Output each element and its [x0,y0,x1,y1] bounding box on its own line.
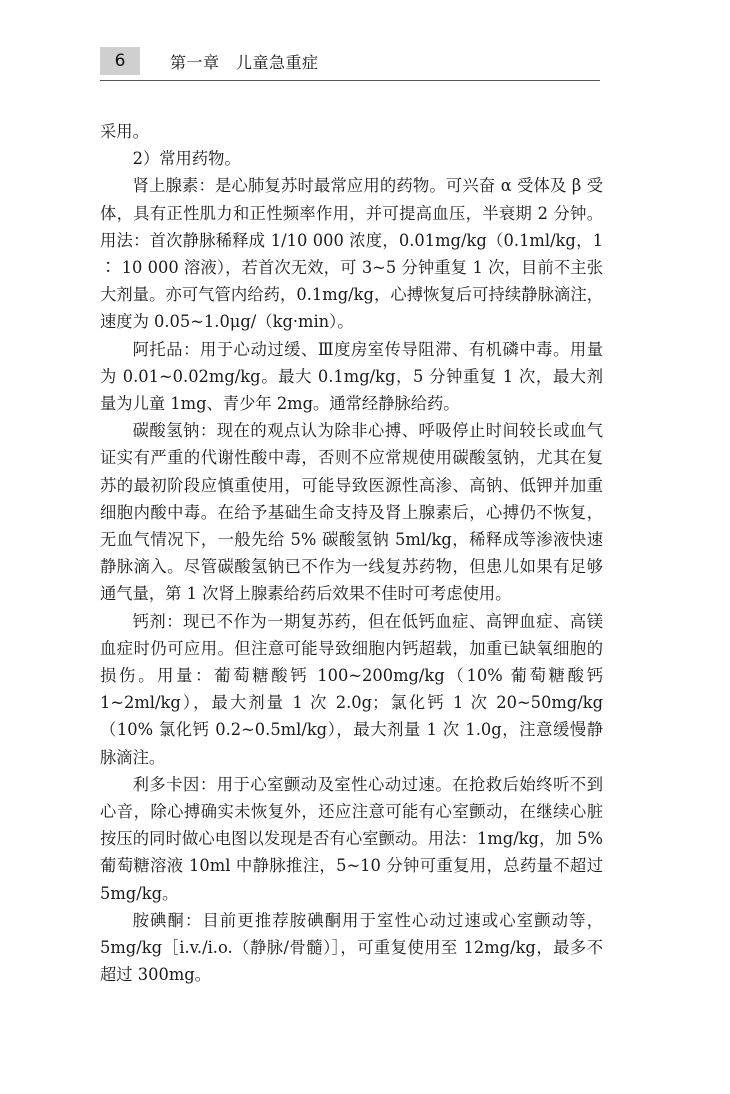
page-number: 6 [100,47,140,75]
paragraph-lidocaine: 利多卡因：用于心室颤动及室性心动过速。在抢救后始终听不到心音，除心搏确实未恢复外，还应注意可能有心室颤动，在继续心脏按压的同时做心电图以发现是否有心室颤动。用法：1mg/kg，加 5% 葡萄糖溶液 10ml 中静脉推注，5~10 分钟可重复用，总药量不超过 5mg/kg。 [100,774,603,903]
chapter-title: 第一章 儿童急重症 [170,52,319,72]
running-header [100,46,600,76]
paragraph-epinephrine: 肾上腺素：是心肺复苏时最常应用的药物。可兴奋 α 受体及 β 受体，具有正性肌力和正性频率作用，并可提高血压，半衰期 2 分钟。用法：首次静脉稀释成 1/10 000 浓度，0.01mg/kg（0.1ml/kg，1 ∶ 10 000 溶液），若首次无效，可 3~5 分钟重复 1 次，目前不主张大剂量。亦可气管内给药，0.1mg/kg，心搏恢复后可持续静脉滴注，速度为 0.05~1.0μg/（kg·min）。 [100,176,603,332]
body-text [100,118,603,989]
paragraph-calcium: 钙剂：现已不作为一期复苏药，但在低钙血症、高钾血症、高镁血症时仍可应用。但注意可能导致细胞内钙超载，加重已缺氧细胞的损伤。用量：葡萄糖酸钙 100~200mg/kg（10% 葡萄糖酸钙 1~2ml/kg），最大剂量 1 次 2.0g；氯化钙 1 次 20~50mg/kg（10% 氯化钙 0.2~0.5ml/kg），最大剂量 1 次 1.0g，注意缓慢静脉滴注。 [100,611,603,767]
paragraph-sodium-bicarbonate: 碳酸氢钠：现在的观点认为除非心搏、呼吸停止时间较长或血气证实有严重的代谢性酸中毒，否则不应常规使用碳酸氢钠，尤其在复苏的最初阶段应慎重使用，可能导致医源性高渗、高钠、低钾并加重细胞内酸中毒。在给予基础生命支持及肾上腺素后，心搏仍不恢复，无血气情况下，一般先给 5% 碳酸氢钠 5ml/kg，稀释成等渗液快速静脉滴入。尽管碳酸氢钠已不作为一线复苏药物，但患儿如果有足够通气量，第 1 次肾上腺素给药后效果不佳时可考虑使用。 [100,421,603,604]
header-divider [100,80,600,81]
paragraph-amiodarone: 胺碘酮：目前更推荐胺碘酮用于室性心动过速或心室颤动等，5mg/kg［i.v./i.o.（静脉/骨髓）］，可重复使用至 12mg/kg，最多不超过 300mg。 [100,910,603,985]
paragraph-section-heading: 2）常用药物。 [132,149,241,169]
paragraph-atropine: 阿托品：用于心动过缓、Ⅲ度房室传导阻滞、有机磷中毒。用量为 0.01~0.02mg/kg。最大 0.1mg/kg，5 分钟重复 1 次，最大剂量为儿童 1mg、青少年 2mg。通常经静脉给药。 [100,339,603,414]
paragraph-continuation: 采用。 [100,122,149,141]
